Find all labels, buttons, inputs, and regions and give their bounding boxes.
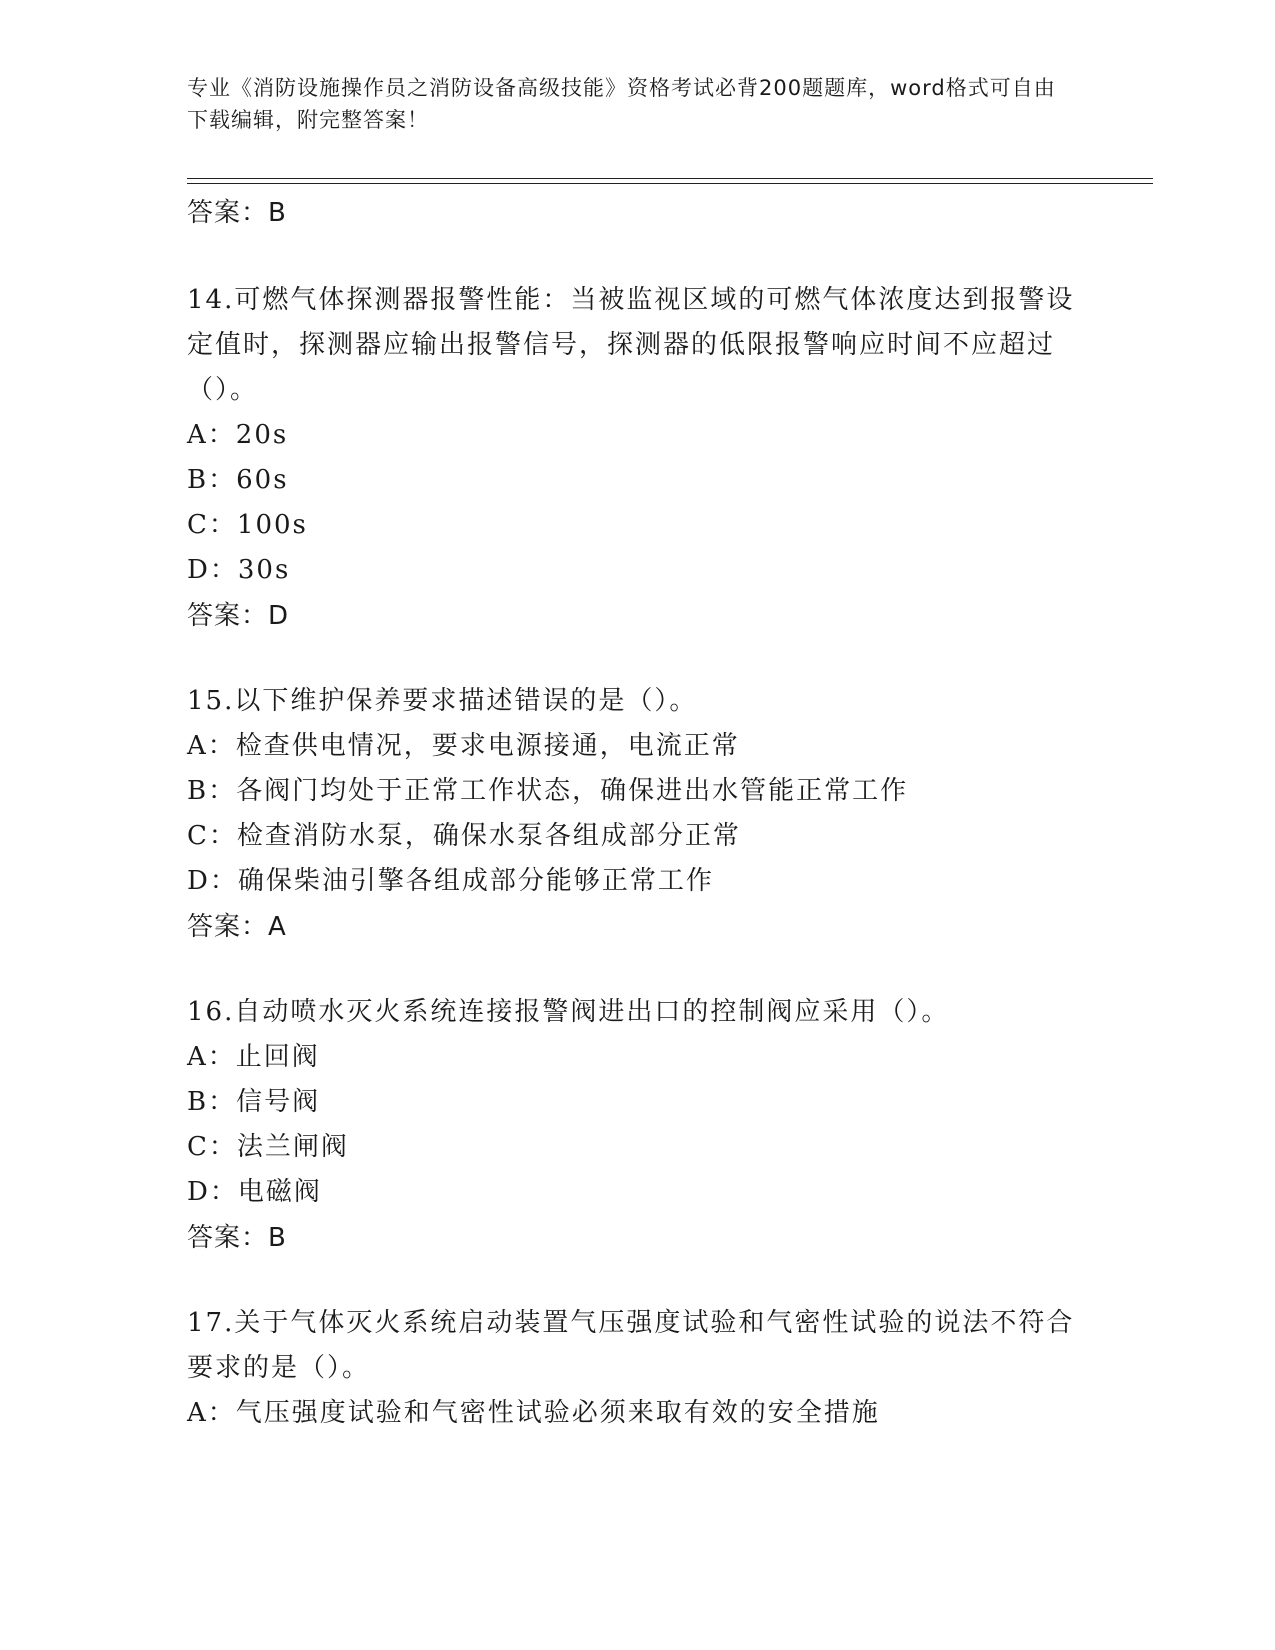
option-text: 气压强度试验和气密性试验必须来取有效的安全措施: [235, 1398, 880, 1428]
question-text: 15.以下维护保养要求描述错误的是（）。: [187, 686, 698, 716]
option-d: [187, 859, 1087, 904]
question-block: [187, 278, 1087, 639]
option-text: 20s: [235, 420, 289, 450]
question-block: [187, 679, 1087, 950]
option-letter: A：: [187, 420, 236, 450]
option-letter: B：: [187, 465, 237, 495]
question-text: 17.关于气体灭火系统启动装置气压强度试验和气密性试验的说法不符合要求的是（）。: [187, 1308, 1075, 1383]
option-letter: D：: [187, 555, 238, 585]
option-c: [187, 503, 1087, 548]
option-text: 检查消防水泵，确保水泵各组成部分正常: [236, 821, 741, 851]
question-text: 14.可燃气体探测器报警性能：当被监视区域的可燃气体浓度达到报警设定值时，探测器应输出报警信号，探测器的低限报警响应时间不应超过（）。: [187, 285, 1075, 405]
option-text: 法兰闸阀: [236, 1132, 349, 1162]
answer-line: 答案：B: [187, 198, 287, 228]
option-letter: D：: [187, 1177, 238, 1207]
option-a: [187, 1035, 1087, 1080]
question-block: [187, 1301, 1087, 1436]
document-header: 专业《消防设施操作员之消防设备高级技能》资格考试必背200题题库，word格式可自由下载编辑，附完整答案！: [187, 76, 1056, 132]
option-letter: C：: [187, 1132, 237, 1162]
option-b: [187, 769, 1087, 814]
option-text: 电磁阀: [237, 1177, 322, 1207]
header-divider-top: [187, 178, 1153, 179]
option-letter: D：: [187, 866, 238, 896]
option-d: [187, 548, 1087, 593]
header-divider-bottom: [187, 183, 1153, 184]
question-text: 16.自动喷水灭火系统连接报警阀进出口的控制阀应采用（）。: [187, 997, 950, 1027]
option-text: 确保柴油引擎各组成部分能够正常工作: [237, 866, 714, 896]
question-list: [187, 190, 1087, 1436]
option-a: [187, 724, 1087, 769]
option-a: [187, 413, 1087, 458]
option-d: [187, 1170, 1087, 1215]
option-a: [187, 1391, 1087, 1436]
option-text: 各阀门均处于正常工作状态，确保进出水管能正常工作: [236, 776, 909, 806]
option-text: 30s: [237, 555, 291, 585]
option-letter: A：: [187, 1398, 236, 1428]
option-letter: A：: [187, 1042, 236, 1072]
question-block: [187, 990, 1087, 1261]
option-text: 信号阀: [236, 1087, 321, 1117]
option-letter: A：: [187, 731, 236, 761]
answer-line: 答案：A: [187, 912, 287, 942]
option-b: [187, 458, 1087, 503]
option-letter: C：: [187, 510, 237, 540]
option-letter: B：: [187, 1087, 237, 1117]
option-text: 检查供电情况，要求电源接通，电流正常: [235, 731, 740, 761]
answer-line: 答案：D: [187, 601, 290, 631]
option-letter: B：: [187, 776, 237, 806]
option-text: 100s: [236, 510, 308, 540]
option-c: [187, 814, 1087, 859]
option-b: [187, 1080, 1087, 1125]
answer-line: 答案：B: [187, 1223, 287, 1253]
option-text: 60s: [236, 465, 289, 495]
option-text: 止回阀: [235, 1042, 320, 1072]
option-c: [187, 1125, 1087, 1170]
option-letter: C：: [187, 821, 237, 851]
